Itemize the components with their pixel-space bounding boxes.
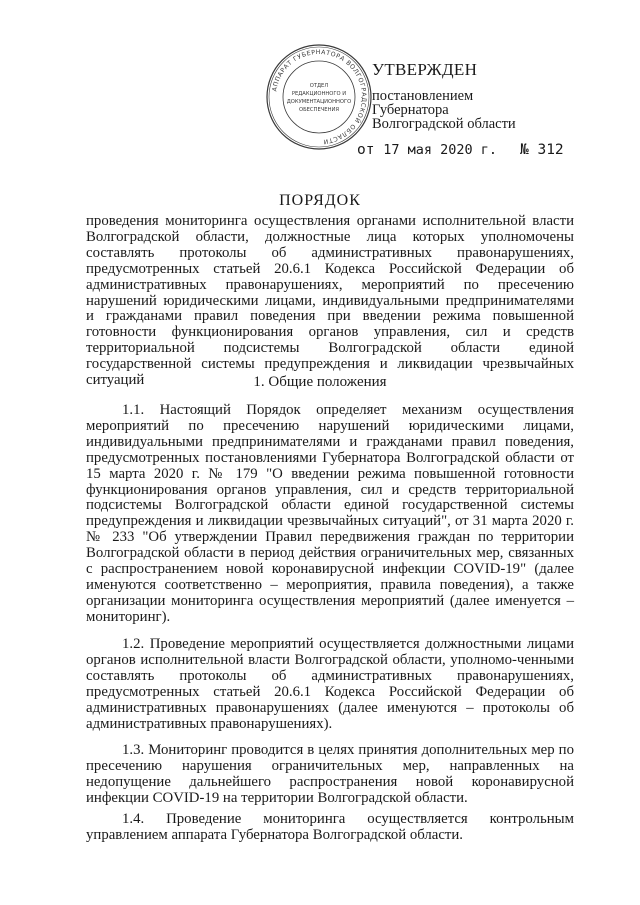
paragraph-1-3: 1.3. Мониторинг проводится в целях принятия дополнительных мер по пресечению нарушения ограничительных мер, направленных на недопущение дальнейшего распространения новой коронавирусной инфекции COVID-19 на территории Волгоградской области. xyxy=(86,742,574,806)
svg-text:ОТДЕЛ: ОТДЕЛ xyxy=(309,83,329,89)
approved-label: УТВЕРЖДЕН xyxy=(372,60,478,79)
paragraph-1-1: 1.1. Настоящий Порядок определяет механизм осуществления мероприятий по пресечению нарушений юридическими лицами, индивидуальными предпринимателями и гражданами правил поведения, предусмотренных постановлениями Губернатора Волгоградской области от 15 марта 2020 г. № 179 "О введении режима повышенной готовности функционирования органов управления, сил и средств территориальной подсистемы Волгоградской области единой государственной системы предупреждения и ликвидации чрезвычайных ситуаций", от 31 марта 2020 г. № 233 "Об утверждении Правил передвижения граждан по территории Волгоградской области в период действия ограничительных мер, связанных с распространением новой коронавирусной инфекции COVID-19" (далее именуются соответственно – мероприятия, правила поведения), а также организации мониторинга осуществления мероприятий (далее именуется – мониторинг). xyxy=(86,402,574,625)
svg-text:ОБЕСПЕЧЕНИЯ: ОБЕСПЕЧЕНИЯ xyxy=(299,107,339,113)
svg-text:РЕДАКЦИОННОГО И: РЕДАКЦИОННОГО И xyxy=(291,91,347,97)
paragraph-1-4: 1.4. Проведение мониторинга осуществляется контрольным управлением аппарата Губернатора Волгоградской области. xyxy=(86,811,574,843)
decree-date xyxy=(357,142,497,158)
document-title: ПОРЯДОК xyxy=(279,192,361,209)
svg-text:ДОКУМЕНТАЦИОННОГО: ДОКУМЕНТАЦИОННОГО xyxy=(286,99,352,105)
decree-number xyxy=(520,142,564,158)
number-label: № xyxy=(520,142,529,158)
approved-by-line-1: постановлением xyxy=(372,88,474,104)
date-prefix: от xyxy=(357,142,375,158)
approved-by-line-2: Губернатора xyxy=(372,102,449,118)
date-value: 17 мая 2020 г. xyxy=(383,142,497,158)
number-value: 312 xyxy=(537,142,564,158)
paragraph-1-2: 1.2. Проведение мероприятий осуществляется должностными лицами органов исполнительной власти Волгоградской области, уполномо-ченными составлять протоколы об административных правонарушениях, предусмотренных статьей 20.6.1 Кодекса Российской Федерации об административных правонарушениях (далее именуются – протоколы об административных правонарушениях). xyxy=(86,636,574,732)
approved-by-line-3: Волгоградской области xyxy=(372,116,516,132)
section-heading: 1. Общие положения xyxy=(253,374,387,390)
document-subtitle: проведения мониторинга осуществления органами исполнительной власти Волгоградской области, должностные лица которых уполномочены составлять протоколы об административных правонарушениях, предусмотренных статьей 20.6.1 Кодекса Российской Федерации об административных правонарушениях, мероприятий по пресечению нарушений юридическими лицами, индивидуальными предпринимателями и гражданами правил поведения при введении режима повышенной готовности функционирования органов управления, сил и средств территориальной подсистемы Волгоградской области единой государственной системы предупреждения и ликвидации чрезвычайных ситуаций xyxy=(86,213,574,389)
svg-text:АППАРАТ ГУБЕРНАТОРА ВОЛГОГРАДС: АППАРАТ ГУБЕРНАТОРА ВОЛГОГРАДСКОЙ ОБЛАСТИ xyxy=(271,48,368,145)
official-seal xyxy=(264,42,374,152)
